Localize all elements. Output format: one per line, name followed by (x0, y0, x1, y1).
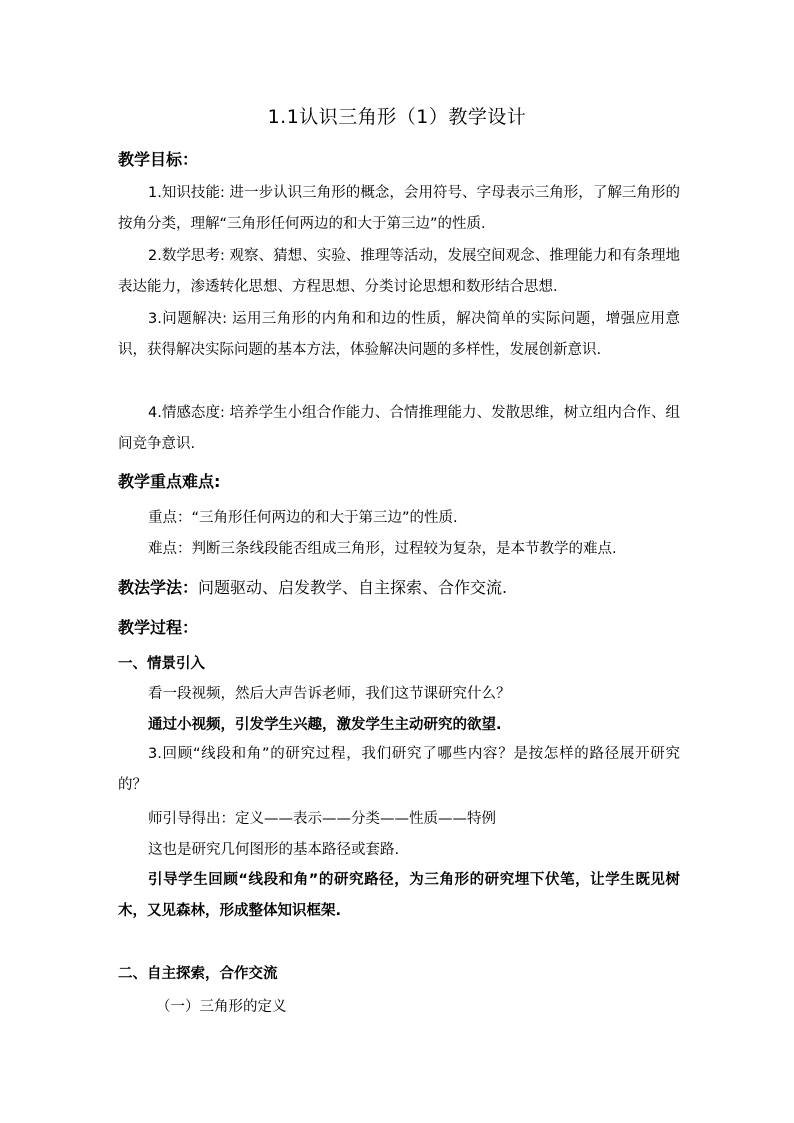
objective-item-2: 2.数学思考: 观察、猜想、实验、推理等活动，发展空间观念、推理能力和有条理地表达能力，渗透转化思想、方程思想、分类讨论思想和数形结合思想. (118, 248, 680, 295)
process-heading: 教学过程： (118, 618, 199, 637)
section-1-line-1: 看一段视频，然后大声告诉老师，我们这节课研究什么？ (148, 686, 511, 702)
section-1-line-4: 师引导得出：定义——表示——分类——性质——特例 (148, 811, 496, 827)
section-1-line-3: 3.回顾“线段和角”的研究过程，我们研究了哪些内容？是按怎样的路径展开研究的？ (118, 746, 680, 793)
section-2-sub-1: （一）三角形的定义 (156, 999, 287, 1015)
section-1-line-5: 这也是研究几何图形的基本路径或套路. (148, 842, 400, 858)
key-points-heading: 教学重点难点: (118, 472, 221, 491)
objectives-heading: 教学目标： (118, 150, 199, 169)
methods-text: 问题驱动、启发教学、自主探索、合作交流. (198, 578, 508, 597)
section-1-heading: 一、情景引入 (118, 656, 205, 672)
methods-heading: 教法学法： (118, 578, 199, 597)
key-point-difficulty: 难点：判断三条线段能否组成三角形，过程较为复杂，是本节教学的难点. (148, 541, 617, 557)
methods-row (118, 576, 507, 600)
objective-item-3: 3.问题解决: 运用三角形的内角和和边的性质，解决简单的实际问题，增强应用意识，获得解决实际问题的基本方法，体验解决问题的多样性，发展创新意识. (118, 311, 680, 358)
key-point-focus: 重点：“三角形任何两边的和大于第三边”的性质. (148, 510, 458, 526)
document-title: 1.1认识三角形（1）教学设计 (267, 106, 527, 128)
section-1-line-6: 引导学生回顾“线段和角”的研究路径，为三角形的研究埋下伏笔，让学生既见树木，又见森林，形成整体知识框架. (118, 872, 680, 919)
objective-item-4: 4.情感态度: 培养学生小组合作能力、合情推理能力、发散思维，树立组内合作、组间竞争意识. (118, 405, 680, 452)
objective-item-1: 1.知识技能: 进一步认识三角形的概念，会用符号、字母表示三角形，了解三角形的按角分类，理解“三角形任何两边的和大于第三边”的性质. (118, 185, 680, 232)
section-1-line-2: 通过小视频，引发学生兴趣，激发学生主动研究的欲望. (148, 717, 502, 733)
section-2-heading: 二、自主探索，合作交流 (118, 966, 278, 982)
